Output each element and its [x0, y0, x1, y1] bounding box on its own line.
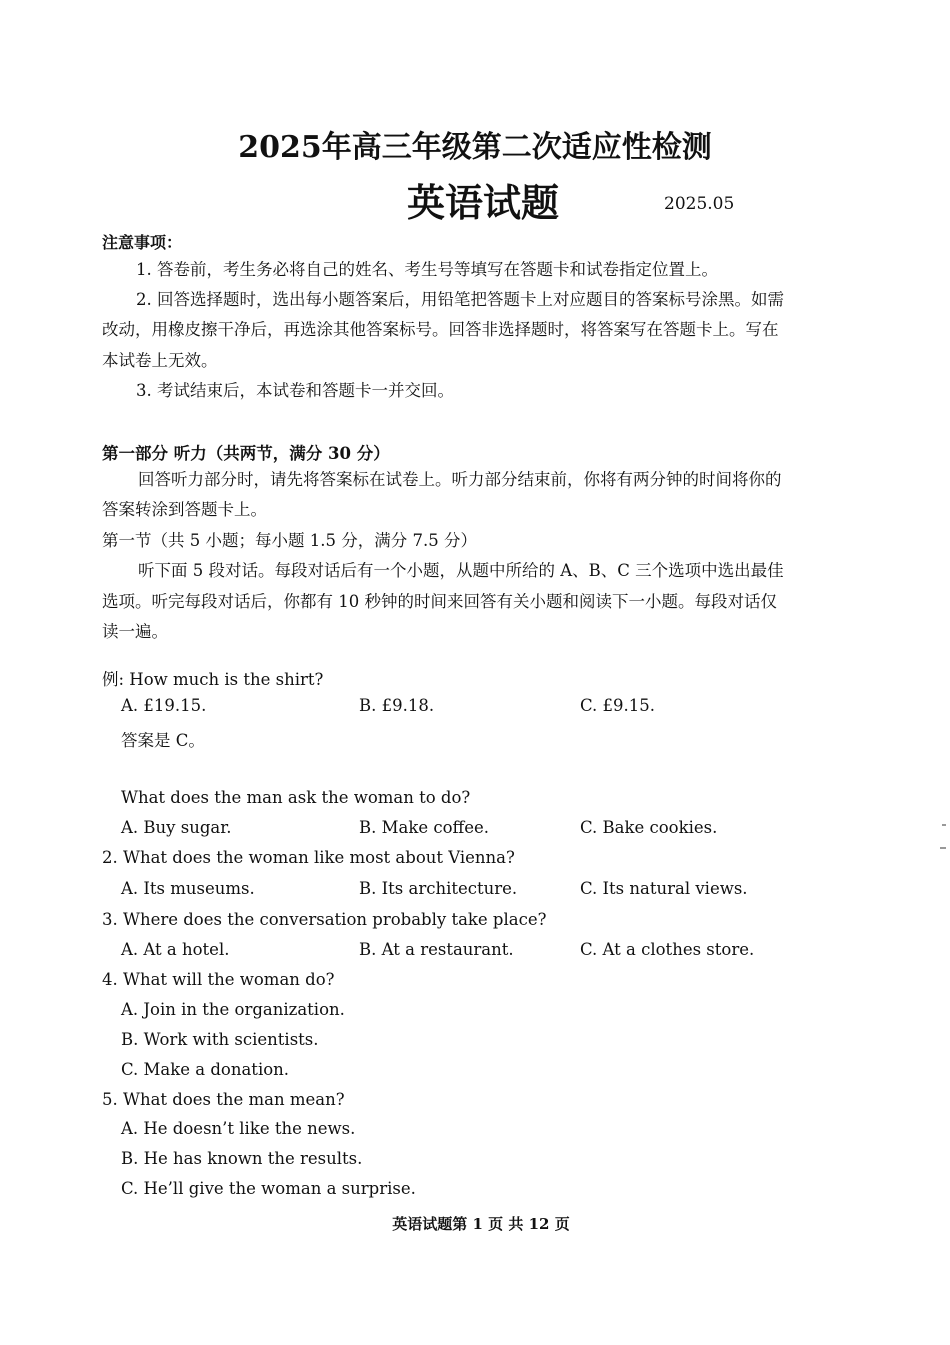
question-2-option-c: C. Its natural views.	[580, 879, 748, 898]
question-1-option-b: B. Make coffee.	[359, 818, 490, 837]
notice-item-3: 3. 考试结束后，本试卷和答题卡一并交回。	[136, 381, 454, 400]
section1-instructions-line-1: 听下面 5 段对话。每段对话后有一个小题，从题中所给的 A、B、C 三个选项中选出最佳	[138, 561, 784, 580]
page-footer: 英语试题第 1 页 共 12 页	[392, 1215, 570, 1233]
notice-item-2-line-1: 2. 回答选择题时，选出每小题答案后，用铅笔把答题卡上对应题目的答案标号涂黑。如需	[136, 290, 784, 309]
question-2-stem: 2. What does the woman like most about Vienna?	[102, 848, 515, 867]
question-3-option-a: A. At a hotel.	[121, 940, 230, 959]
question-5-option-a: A. He doesn’t like the news.	[121, 1119, 356, 1138]
section1-instructions-line-3: 读一遍。	[102, 622, 168, 641]
section1-heading: 第一节（共 5 小题；每小题 1.5 分，满分 7.5 分）	[102, 531, 477, 550]
example-question: 例: How much is the shirt?	[102, 670, 324, 689]
question-1-option-a: A. Buy sugar.	[121, 818, 232, 837]
question-3-option-b: B. At a restaurant.	[359, 940, 514, 959]
notice-heading: 注意事项：	[102, 233, 183, 252]
section1-instructions-line-2: 选项。听完每段对话后，你都有 10 秒钟的时间来回答有关小题和阅读下一小题。每段对话仅	[102, 592, 777, 611]
subject-title: 英语试题	[406, 180, 559, 225]
question-5-option-b: B. He has known the results.	[121, 1149, 363, 1168]
scan-mark	[942, 824, 946, 826]
scan-mark	[940, 847, 946, 849]
question-4-option-c: C. Make a donation.	[121, 1060, 290, 1079]
question-3-option-c: C. At a clothes store.	[580, 940, 755, 959]
question-4-stem: 4. What will the woman do?	[102, 970, 335, 989]
question-2-option-a: A. Its museums.	[121, 879, 255, 898]
example-answer: 答案是 C。	[121, 731, 205, 750]
question-1-stem: What does the man ask the woman to do?	[121, 788, 471, 807]
question-4-option-a: A. Join in the organization.	[121, 1000, 345, 1019]
example-option-c: C. £9.15.	[580, 696, 656, 715]
question-2-option-b: B. Its architecture.	[359, 879, 518, 898]
question-5-stem: 5. What does the man mean?	[102, 1090, 345, 1109]
exam-date: 2025.05	[664, 194, 735, 214]
example-option-a: A. £19.15.	[121, 696, 207, 715]
question-4-option-b: B. Work with scientists.	[121, 1030, 319, 1049]
example-option-b: B. £9.18.	[359, 696, 435, 715]
notice-item-1: 1. 答卷前，考生务必将自己的姓名、考生号等填写在答题卡和试卷指定位置上。	[136, 260, 718, 279]
part1-intro-line-1: 回答听力部分时，请先将答案标在试卷上。听力部分结束前，你将有两分钟的时间将你的	[138, 470, 782, 489]
question-3-stem: 3. Where does the conversation probably take place?	[102, 910, 547, 929]
notice-item-2-line-2: 改动，用橡皮擦干净后，再选涂其他答案标号。回答非选择题时，将答案写在答题卡上。写在	[102, 320, 779, 339]
notice-item-2-line-3: 本试卷上无效。	[102, 351, 218, 370]
part1-intro-line-2: 答案转涂到答题卡上。	[102, 500, 267, 519]
part1-heading: 第一部分 听力（共两节，满分 30 分）	[102, 444, 390, 463]
question-5-option-c: C. He’ll give the woman a surprise.	[121, 1179, 416, 1198]
question-1-option-c: C. Bake cookies.	[580, 818, 718, 837]
exam-title: 2025年高三年级第二次适应性检测	[238, 130, 712, 165]
